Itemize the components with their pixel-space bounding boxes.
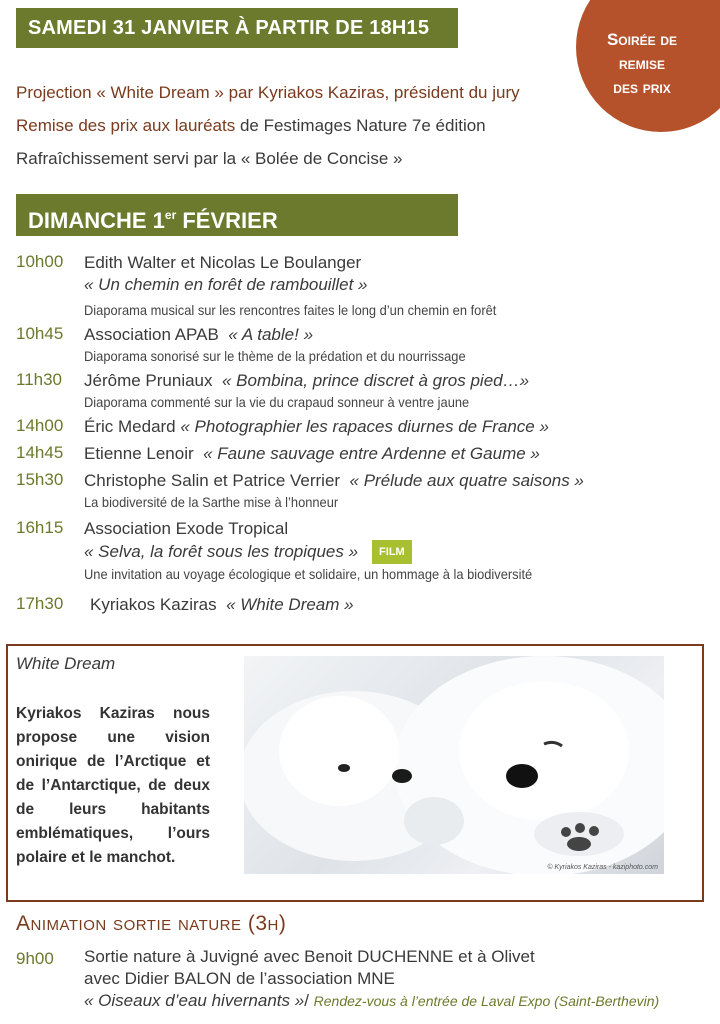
feature-text: Kyriakos Kaziras nous propose une vision onirique de l’Arctique et de l’Antarctique, de deux de leurs habitants emblématiques, l’ours polaire et le manchot. <box>16 705 210 866</box>
program-desc: Diaporama sonorisé sur le thème de la prédation et du nourrissage <box>84 348 466 364</box>
program-item <box>16 252 716 320</box>
polar-bears-photo <box>244 656 664 874</box>
animation-title: Animation sortie nature (3h) <box>16 912 287 935</box>
program-title: « Un chemin en forêt de rambouillet » <box>84 275 368 294</box>
program-speaker: Etienne Lenoir <box>84 444 194 463</box>
program-speaker: Jérôme Pruniaux <box>84 371 213 390</box>
program-item <box>16 416 716 438</box>
program-speaker: Kyriakos Kaziras <box>90 595 217 614</box>
program-title: « White Dream » <box>226 595 354 614</box>
program-desc: Diaporama musical sur les rencontres faites le long d’un chemin en forêt <box>84 302 497 318</box>
program-title: « A table! » <box>228 325 314 344</box>
sunday-banner-suffix: FÉVRIER <box>176 208 278 233</box>
sunday-program <box>16 252 716 620</box>
saturday-line-projection: Projection « White Dream » par Kyriakos Kaziras, président du jury <box>16 83 520 102</box>
saturday-program <box>16 76 520 175</box>
program-desc: Une invitation au voyage écologique et solidaire, un hommage à la biodiversité <box>84 566 533 582</box>
sunday-banner <box>16 194 458 236</box>
photo-credit: © Kyriakos Kaziras - kaziphoto.com <box>547 864 658 871</box>
meeting-point: Rendez-vous à l’entrée de Laval Expo (Saint-Berthevin) <box>313 993 660 1009</box>
polar-bears-illustration <box>244 656 664 874</box>
film-badge: FILM <box>372 540 412 564</box>
program-item <box>16 518 716 584</box>
program-time: 15h30 <box>16 470 64 489</box>
feature-title: White Dream <box>16 654 116 673</box>
animation-program <box>16 946 716 1012</box>
animation-separator: / <box>304 991 314 1010</box>
program-speaker: Edith Walter et Nicolas Le Boulanger <box>84 253 362 272</box>
animation-line: Sortie nature à Juvigné avec Benoit DUCHENNE et à Olivet <box>84 947 535 966</box>
program-time: 16h15 <box>16 518 64 537</box>
program-speaker: Association Exode Tropical <box>84 519 289 538</box>
animation-time: 9h00 <box>16 949 54 968</box>
program-title: « Bombina, prince discret à gros pied…» <box>221 371 530 390</box>
sunday-banner-prefix: DIMANCHE 1 <box>28 208 165 233</box>
white-dream-feature <box>6 644 704 902</box>
program-time: 14h00 <box>16 416 64 435</box>
saturday-line-refreshment: Rafraîchissement servi par la « Bolée de Concise » <box>16 149 403 168</box>
saturday-banner: SAMEDI 31 JANVIER À PARTIR DE 18H15 <box>16 8 458 48</box>
program-speaker: Christophe Salin et Patrice Verrier <box>84 471 341 490</box>
program-title: « Selva, la forêt sous les tropiques » <box>84 542 359 561</box>
program-item <box>16 324 716 366</box>
animation-line: avec Didier BALON de l’association MNE <box>84 969 395 988</box>
saturday-line-awards <box>16 109 520 142</box>
program-desc: Diaporama commenté sur la vie du crapaud sonneur à ventre jaune <box>84 394 470 410</box>
program-speaker: Association APAB <box>84 325 219 344</box>
program-title: « Prélude aux quatre saisons » <box>349 471 584 490</box>
program-speaker: Éric Medard <box>84 417 176 436</box>
program-time: 10h00 <box>16 252 64 271</box>
animation-outing-title: « Oiseaux d’eau hivernants » <box>84 991 305 1010</box>
program-title: « Faune sauvage entre Ardenne et Gaume » <box>203 444 540 463</box>
prize-evening-badge <box>576 0 720 132</box>
program-item <box>16 443 716 465</box>
program-item <box>16 594 716 616</box>
program-time: 10h45 <box>16 324 64 343</box>
program-item <box>16 370 716 412</box>
program-item <box>16 470 716 512</box>
program-time: 14h45 <box>16 443 64 462</box>
sunday-banner-sup: er <box>164 208 177 222</box>
awards-highlight: Remise des prix aux lauréats <box>16 116 236 135</box>
badge-line: Soirée de <box>606 30 678 49</box>
badge-line: des prix <box>613 78 671 97</box>
badge-line: remise <box>618 54 665 73</box>
program-desc: La biodiversité de la Sarthe mise à l’honneur <box>84 494 339 510</box>
program-time: 17h30 <box>16 594 64 613</box>
awards-rest: de Festimages Nature 7e édition <box>235 116 486 135</box>
program-title: « Photographier les rapaces diurnes de France » <box>180 417 549 436</box>
program-time: 11h30 <box>16 370 63 389</box>
